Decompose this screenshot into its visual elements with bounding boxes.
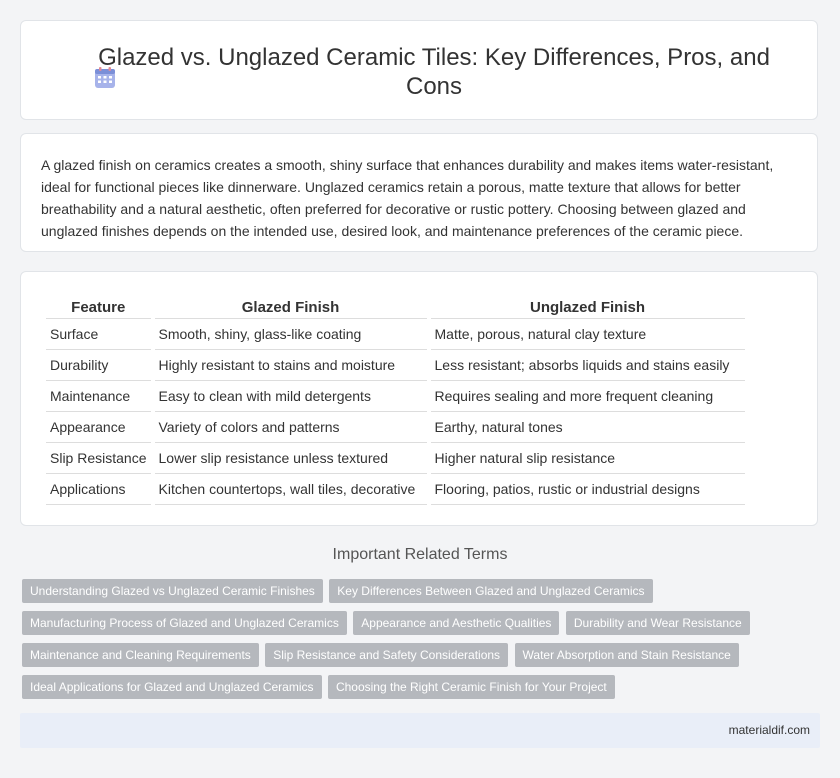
related-term-tag[interactable]: Slip Resistance and Safety Considerations	[265, 643, 508, 667]
table-row	[46, 474, 745, 505]
related-term-tag[interactable]: Durability and Wear Resistance	[566, 611, 750, 635]
glazed-cell: Highly resistant to stains and moisture	[155, 350, 427, 381]
unglazed-cell: Less resistant; absorbs liquids and stains easily	[431, 350, 745, 381]
table-row	[46, 412, 745, 443]
related-term-tag[interactable]: Water Absorption and Stain Resistance	[515, 643, 739, 667]
unglazed-cell: Higher natural slip resistance	[431, 443, 745, 474]
table-row	[46, 350, 745, 381]
unglazed-cell: Matte, porous, natural clay texture	[431, 319, 745, 350]
related-term-tag[interactable]: Choosing the Right Ceramic Finish for Your Project	[328, 675, 615, 699]
table-header-row	[46, 296, 745, 319]
related-terms-list	[22, 579, 802, 707]
column-header-feature: Feature	[46, 296, 151, 319]
unglazed-cell: Flooring, patios, rustic or industrial designs	[431, 474, 745, 505]
feature-cell: Durability	[46, 350, 151, 381]
related-terms-heading: Important Related Terms	[332, 546, 508, 563]
intro-text: A glazed finish on ceramics creates a smooth, shiny surface that enhances durability and makes items water-resistant, ideal for functional pieces like dinnerware. Unglazed ceramics retain a porous, matte texture that allows for better breathability and a natural aesthetic, often preferred for decorative or rustic pottery. Choosing between glazed and unglazed finishes depends on the intended use, desired look, and maintenance preferences of the ceramic piece.	[41, 157, 774, 239]
footer-site-link[interactable]: materialdif.com	[728, 723, 810, 737]
intro-card	[20, 133, 818, 252]
feature-cell: Slip Resistance	[46, 443, 151, 474]
related-term-tag[interactable]: Ideal Applications for Glazed and Unglazed Ceramics	[22, 675, 322, 699]
feature-cell: Appearance	[46, 412, 151, 443]
table-row	[46, 319, 745, 350]
related-term-tag[interactable]: Maintenance and Cleaning Requirements	[22, 643, 259, 667]
glazed-cell: Variety of colors and patterns	[155, 412, 427, 443]
feature-cell: Applications	[46, 474, 151, 505]
page-title: Glazed vs. Unglazed Ceramic Tiles: Key Differences, Pros, and Cons	[98, 44, 770, 100]
related-term-tag[interactable]: Appearance and Aesthetic Qualities	[353, 611, 559, 635]
footer	[20, 713, 820, 748]
glazed-cell: Easy to clean with mild detergents	[155, 381, 427, 412]
header-card	[20, 20, 818, 120]
comparison-table	[42, 296, 749, 505]
unglazed-cell: Earthy, natural tones	[431, 412, 745, 443]
related-term-tag[interactable]: Manufacturing Process of Glazed and Unglazed Ceramics	[22, 611, 347, 635]
feature-cell: Surface	[46, 319, 151, 350]
feature-cell: Maintenance	[46, 381, 151, 412]
table-row	[46, 443, 745, 474]
column-header-glazed: Glazed Finish	[155, 296, 427, 319]
related-term-tag[interactable]: Key Differences Between Glazed and Unglazed Ceramics	[329, 579, 652, 603]
column-header-unglazed: Unglazed Finish	[431, 296, 745, 319]
comparison-card	[20, 271, 818, 526]
table-row	[46, 381, 745, 412]
glazed-cell: Kitchen countertops, wall tiles, decorative	[155, 474, 427, 505]
unglazed-cell: Requires sealing and more frequent cleaning	[431, 381, 745, 412]
related-term-tag[interactable]: Understanding Glazed vs Unglazed Ceramic Finishes	[22, 579, 323, 603]
glazed-cell: Smooth, shiny, glass-like coating	[155, 319, 427, 350]
glazed-cell: Lower slip resistance unless textured	[155, 443, 427, 474]
